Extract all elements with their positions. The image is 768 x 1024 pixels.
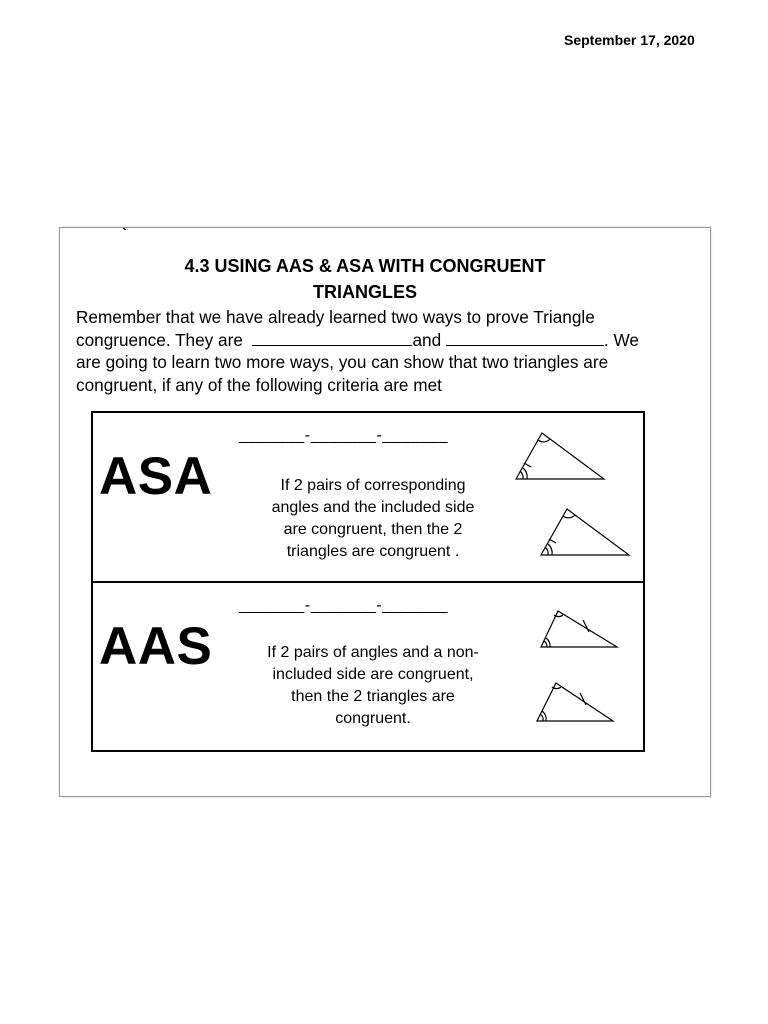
intro-paragraph — [76, 306, 676, 396]
intro-line-2-start: congruence. They are — [76, 329, 243, 350]
triangle-aas-icon — [531, 603, 631, 733]
asa-description-line: triangles are congruent . — [286, 543, 460, 560]
asa-description — [233, 475, 513, 563]
aas-description-line: congruent. — [335, 710, 411, 727]
asa-criterion-box — [91, 411, 645, 583]
aas-description-line: If 2 pairs of angles and a non- — [267, 644, 479, 661]
aas-description — [233, 642, 513, 730]
intro-line-2 — [76, 329, 676, 352]
answer-blank-1[interactable] — [252, 330, 412, 346]
aas-criterion-box — [91, 581, 645, 752]
stray-mark: ` — [122, 225, 127, 241]
aas-heading: AAS — [99, 617, 213, 676]
intro-line-4: congruent, if any of the following criteria are met — [76, 374, 442, 395]
answer-blank-2[interactable] — [446, 330, 604, 346]
aas-fill-in-blank[interactable]: _______-_______-_______ — [239, 597, 449, 614]
asa-description-line: angles and the included side — [271, 499, 475, 516]
aas-description-line: included side are congruent, — [272, 666, 474, 683]
triangle-asa-icon — [511, 425, 636, 575]
worksheet-page — [59, 227, 711, 797]
asa-description-line: are congruent, then the 2 — [283, 521, 463, 538]
asa-fill-in-blank[interactable]: _______-_______-_______ — [239, 427, 449, 444]
aas-description-line: then the 2 triangles are — [291, 688, 455, 705]
asa-description-line: If 2 pairs of corresponding — [280, 477, 466, 494]
intro-line-1: Remember that we have already learned two ways to prove Triangle — [76, 307, 595, 327]
worksheet-title-continued: TRIANGLES — [312, 282, 417, 302]
worksheet-title: 4.3 USING AAS & ASA WITH CONGRUENT — [184, 256, 546, 276]
date-label: September 17, 2020 — [564, 32, 695, 48]
intro-line-3: are going to learn two more ways, you can show that two triangles are — [76, 352, 609, 372]
asa-heading: ASA — [99, 447, 213, 506]
intro-line-2-and: and — [412, 329, 442, 350]
intro-line-2-end: . We — [603, 329, 639, 350]
